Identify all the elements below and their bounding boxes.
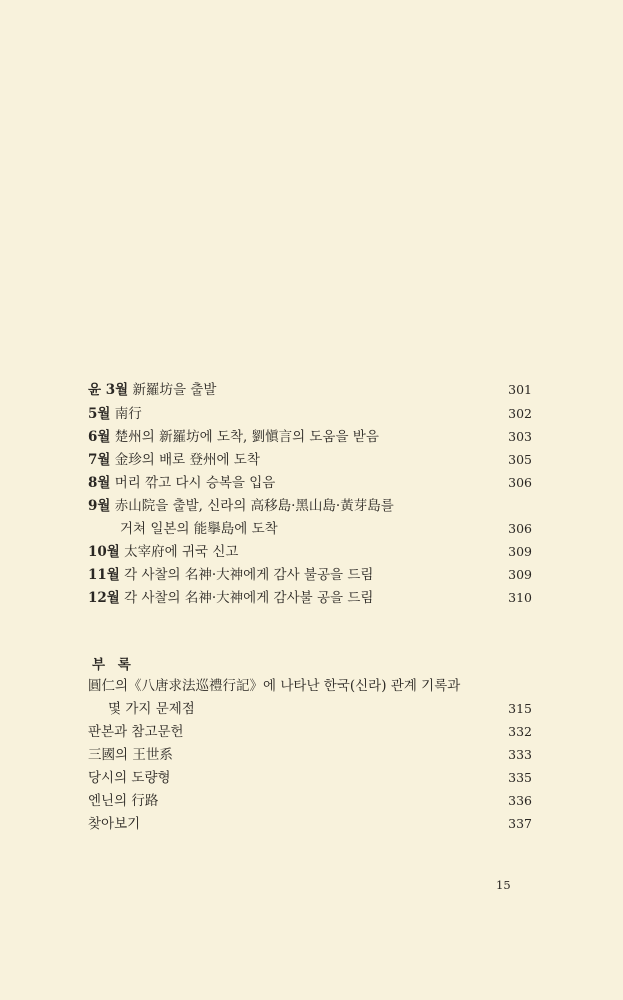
toc-page: 309	[508, 567, 532, 582]
toc-month: 7월	[88, 452, 111, 468]
toc-month: 9월	[88, 498, 111, 514]
toc-month: 10월	[88, 544, 120, 560]
toc-month: 11월	[88, 567, 120, 583]
appendix-title: 찾아보기	[88, 816, 141, 832]
appendix-entry-continued	[108, 699, 532, 719]
appendix-entry	[88, 791, 532, 811]
toc-entry-9-continued	[120, 519, 532, 539]
toc-month: 5월	[88, 406, 111, 422]
toc-page: 305	[508, 452, 532, 467]
toc-title: 南行	[114, 406, 142, 422]
appendix-page: 333	[508, 747, 532, 762]
appendix-heading: 부 록	[92, 657, 135, 673]
toc-month: 12월	[88, 590, 120, 606]
toc-entry-9	[88, 496, 532, 516]
toc-page: 309	[508, 544, 532, 559]
toc-entry-12	[88, 588, 532, 608]
toc-entry-5	[88, 404, 532, 424]
appendix-page: 315	[508, 701, 532, 716]
toc-entry-leap-3	[88, 380, 532, 400]
toc-month: 윤 3월	[88, 382, 129, 398]
toc-title: 머리 깎고 다시 승복을 입음	[114, 475, 276, 491]
toc-month: 8월	[88, 475, 111, 491]
toc-page: 303	[508, 429, 532, 444]
toc-title: 太宰府에 귀국 신고	[124, 544, 239, 560]
appendix-entry	[88, 768, 532, 788]
toc-title: 각 사찰의 名神·大神에게 감사불 공을 드림	[124, 590, 374, 606]
toc-page: 310	[508, 590, 532, 605]
toc-title: 각 사찰의 名神·大神에게 감사 불공을 드림	[124, 567, 374, 583]
toc-page: 301	[508, 382, 532, 397]
toc-title: 거쳐 일본의 能擧島에 도착	[120, 521, 278, 537]
appendix-page: 335	[508, 770, 532, 785]
appendix-entry	[88, 722, 532, 742]
toc-entry-10	[88, 542, 532, 562]
appendix-page: 332	[508, 724, 532, 739]
toc-entry-6	[88, 427, 532, 447]
toc-entry-11	[88, 565, 532, 585]
toc-title: 新羅坊을 출발	[132, 382, 217, 398]
appendix-title: 엔닌의 行路	[88, 793, 159, 809]
toc-page: 306	[508, 521, 532, 536]
toc-entry-7	[88, 450, 532, 470]
appendix-entry	[88, 814, 532, 834]
appendix-entry	[88, 676, 532, 696]
toc-title: 楚州의 新羅坊에 도착, 劉愼言의 도움을 받음	[114, 429, 379, 445]
page-number: 15	[496, 878, 511, 892]
appendix-title: 三國의 王世系	[88, 747, 173, 763]
toc-title: 金珍의 배로 登州에 도착	[114, 452, 260, 468]
appendix-page: 337	[508, 816, 532, 831]
toc-month: 6월	[88, 429, 111, 445]
toc-page: 306	[508, 475, 532, 490]
appendix-title: 판본과 참고문헌	[88, 724, 184, 740]
appendix-title: 당시의 도량형	[88, 770, 171, 786]
appendix-entry	[88, 745, 532, 765]
toc-title: 赤山院을 출발, 신라의 高移島·黑山島·黃芽島를	[114, 498, 394, 514]
appendix-title: 圓仁의《八唐求法巡禮行記》에 나타난 한국(신라) 관계 기록과	[88, 678, 461, 694]
toc-entry-8	[88, 473, 532, 493]
appendix-page: 336	[508, 793, 532, 808]
toc-page: 302	[508, 406, 532, 421]
appendix-title: 몇 가지 문제점	[108, 701, 195, 717]
